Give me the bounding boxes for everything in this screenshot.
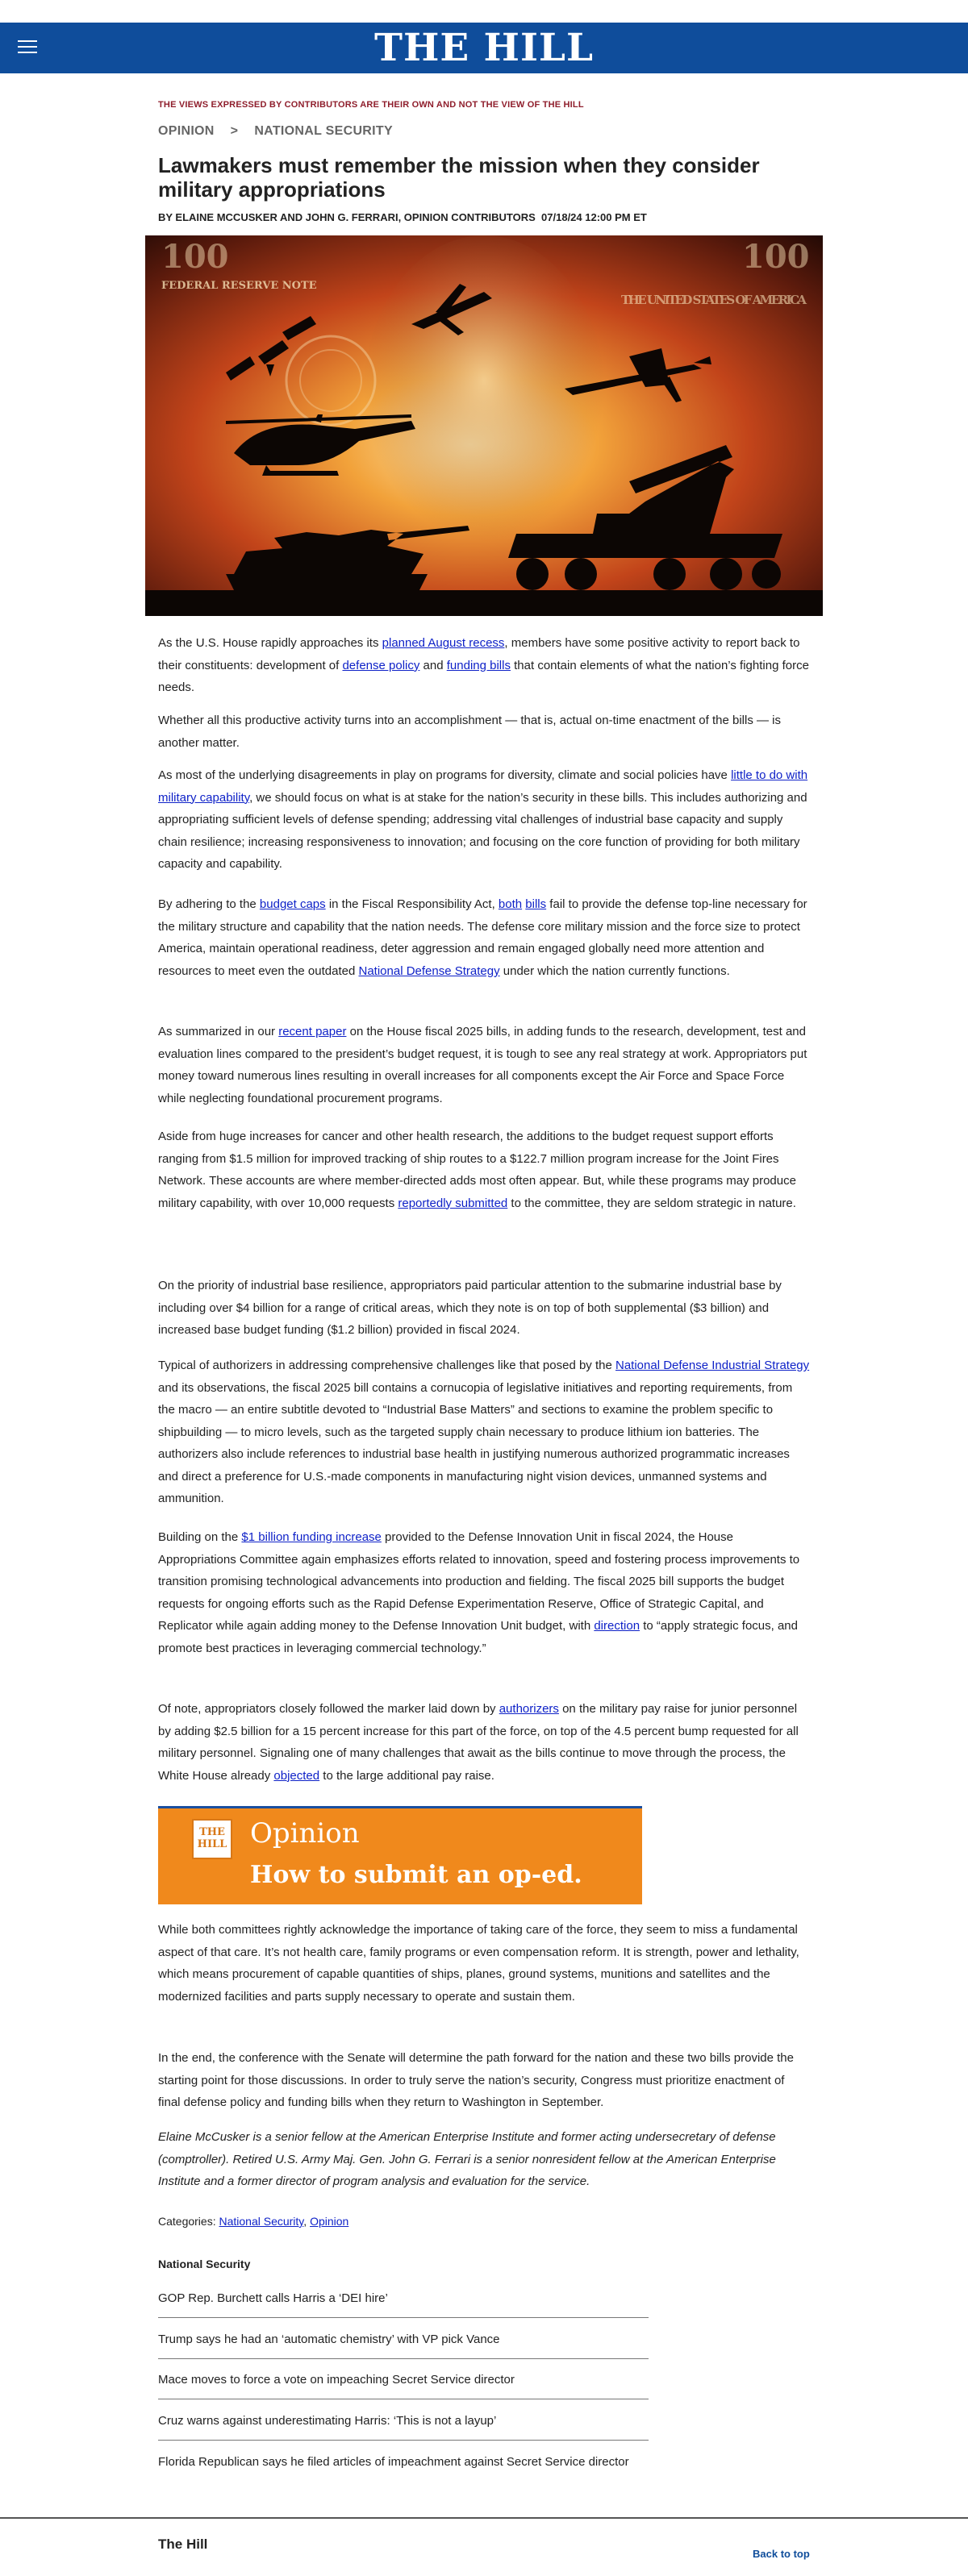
article-paragraph: Of note, appropriators closely followed the marker laid down by authorizers on the military pay raise for junior personnel by adding $2.5 billion for a 15 percent increase for this part of the force, on top of the 4.5 percent bump requested for all military personnel. Signaling one of many challenges that await as the bills continue to move through the process, the White House already objected to the large additional pay raise.	[158, 1702, 799, 1783]
related-story-link[interactable]: Cruz warns against underestimating Harris: ‘This is not a layup’	[158, 2414, 497, 2428]
inline-article-link[interactable]: both	[498, 897, 523, 911]
article-paragraph: Typical of authorizers in addressing comprehensive challenges like that posed by the National Defense Industrial Strategy and its observations, the fiscal 2025 bill contains a cornucopia of legislative initiatives and reporting requirements, from the macro — an entire subtitle devoted to “Industrial Base Matters” and sections to examine the problem specific to shipbuilding — to micro levels, such as the targeted supply chain necessary to produce lithium ion batteries. The authorizers also include references to industrial base health in justifying numerous authorized programmatic increases and direct a preference for U.S.-made components in manufacturing night vision devices, unmanned systems and ammunition.	[158, 1359, 810, 1505]
inline-article-link[interactable]: budget caps	[259, 897, 326, 911]
category-link-national-security[interactable]: National Security	[219, 2215, 304, 2228]
hero-image	[145, 235, 823, 616]
breadcrumb-national-security[interactable]: NATIONAL SECURITY	[254, 124, 393, 138]
contributor-disclaimer: THE VIEWS EXPRESSED BY CONTRIBUTORS ARE THEIR OWN AND NOT THE VIEW OF THE HILL	[158, 100, 584, 110]
related-story-link[interactable]: Trump says he had an ‘automatic chemistry’ with VP pick Vance	[158, 2333, 500, 2346]
breadcrumb-separator: >	[230, 124, 239, 138]
inline-article-link[interactable]: authorizers	[499, 1702, 559, 1716]
note-number-left: 100	[161, 238, 229, 276]
related-story-link[interactable]: Mace moves to force a vote on impeaching Secret Service director	[158, 2373, 515, 2387]
related-divider	[158, 2317, 649, 2318]
promo-section-word: Opinion	[250, 1817, 360, 1850]
related-divider	[158, 2358, 649, 2359]
article-paragraph: Building on the $1 billion funding increase provided to the Defense Innovation Unit in fiscal 2024, the House Appropriations Committee again emphasizes efforts related to innovation, speed and fostering process improvements to transition promising technological advancements into production and fielding. The fiscal 2025 bill supports the budget requests for ongoing efforts such as the Rapid Defense Experimentation Reserve, Office of Strategic Capital, and Replicator while again adding money to the Defense Innovation Unit budget, with direction to “apply strategic focus, and promote best practices in leveraging commercial technology.”	[158, 1530, 800, 1655]
inline-article-link[interactable]: reportedly submitted	[398, 1196, 508, 1210]
promo-logo-line2: HILL	[197, 1838, 227, 1850]
article-paragraph: On the priority of industrial base resilience, appropriators paid particular attention to the submarine industrial base by including over $4 billion for a range of critical areas, which they note is on top of both supplemental ($3 billion) and increased base budget funding ($1.2 billion) provided in fiscal 2024.	[158, 1279, 782, 1337]
inline-article-link[interactable]: direction	[594, 1619, 640, 1633]
author-names: BY ELAINE MCCUSKER AND JOHN G. FERRARI, OPINION CONTRIBUTORS	[158, 211, 536, 223]
inline-article-link[interactable]: defense policy	[342, 658, 420, 672]
promo-cta-text[interactable]: How to submit an op-ed.	[250, 1861, 582, 1889]
article-paragraph: In the end, the conference with the Senate will determine the path forward for the nation and these two bills provide the starting point for those discussions. In order to truly serve the nation’s security, Congress must prioritize enactment of final defense policy and funding bills when they return to Washington in September.	[158, 2051, 794, 2109]
promo-top-edge	[158, 1806, 642, 1808]
article-paragraph: Aside from huge increases for cancer and other health research, the additions to the budget request support efforts ranging from $1.5 million for improved tracking of ship routes to a $122.7 million program increase for the Joint Fires Network. These accounts are where member-directed adds most often appear. But, while these programs may produce military capability, with over 10,000 requests reportedly submitted to the committee, they are seldom strategic in nature.	[158, 1130, 796, 1210]
inline-article-link[interactable]: National Defense Strategy	[358, 963, 500, 978]
inline-article-link[interactable]: National Defense Industrial Strategy	[615, 1359, 810, 1372]
article-title: Lawmakers must remember the mission when they consider military appropriations	[158, 153, 760, 202]
inline-article-link[interactable]: little to do with military capability	[158, 768, 808, 805]
breadcrumb	[158, 124, 810, 139]
breadcrumb-opinion[interactable]: OPINION	[158, 124, 215, 138]
related-story-link[interactable]: GOP Rep. Burchett calls Harris a ‘DEI hire’	[158, 2291, 388, 2305]
article-paragraph: While both committees rightly acknowledge the importance of taking care of the force, they seem to miss a fundamental aspect of that care. It’s not health care, family programs or even compensation reform. It is strength, power and lethality, which means procurement of capable quantities of ships, planes, ground systems, munitions and satellites and the modernized facilities and parts supply necessary to operate and sustain them.	[158, 1923, 799, 2004]
article-paragraph: Whether all this productive activity turns into an accomplishment — that is, actual on-time enactment of the bills — is another matter.	[158, 714, 782, 750]
footer-divider	[0, 2517, 968, 2519]
category-link-opinion[interactable]: Opinion	[310, 2215, 349, 2228]
op-ed-promo-banner[interactable]	[158, 1806, 642, 1904]
footer-site-name[interactable]: The Hill	[158, 2536, 208, 2552]
related-section-heading: National Security	[158, 2258, 251, 2270]
article-paragraph: As most of the underlying disagreements in play on programs for diversity, climate and social policies have little to do with military capability, we should focus on what is at stake for the nation’s security in these bills. This includes authorizing and appropriating sufficient levels of defense spending; addressing vital challenges of industrial base capacity and supply chain resilience; increasing responsiveness to innovation; and focusing on the core function of providing for both military capacity and capability.	[158, 768, 808, 871]
inline-article-link[interactable]: $1 billion funding increase	[241, 1530, 382, 1544]
note-text-right: THE UNITED STATES OF AMERICA	[621, 293, 807, 307]
related-divider	[158, 2440, 649, 2441]
related-story-link[interactable]: Florida Republican says he filed articles of impeachment against Secret Service director	[158, 2455, 629, 2469]
back-to-top-link[interactable]: Back to top	[753, 2548, 810, 2560]
inline-article-link[interactable]: funding bills	[446, 658, 511, 672]
inline-article-link[interactable]: bills	[525, 897, 547, 911]
site-header	[0, 23, 968, 73]
promo-logo-line1: THE	[199, 1826, 225, 1838]
article-paragraph: By adhering to the budget caps in the Fiscal Responsibility Act, both bills fail to provide the defense top-line necessary for the military structure and capability that the nation needs. The defense core military mission and the force size to protect America, maintain operational readiness, deter aggression and remain engaged globally need more attention and resources to meet even the outdated National Defense Strategy under which the nation currently functions.	[158, 897, 807, 978]
article-paragraph: As summarized in our recent paper on the House fiscal 2025 bills, in adding funds to the research, development, test and evaluation lines compared to the president’s budget request, it is tough to see any real strategy at work. Appropriators put money toward numerous lines resulting in overall increases for all components except the Air Force and Space Force while neglecting foundational procurement programs.	[158, 1025, 807, 1105]
publish-timestamp: 07/18/24 12:00 PM ET	[541, 211, 647, 223]
promo-logo	[192, 1819, 232, 1859]
inline-article-link[interactable]: planned August recess	[382, 636, 505, 650]
inline-article-link[interactable]: recent paper	[278, 1025, 347, 1038]
author-bio: Elaine McCusker is a senior fellow at the American Enterprise Institute and former acting undersecretary of defense (comptroller). Retired U.S. Army Maj. Gen. John G. Ferrari is a senior nonresident fellow at the American Enterprise Institute and a former director of program analysis and evaluation for the service.	[158, 2130, 776, 2188]
categories: Categories: National Security, Opinion	[158, 2215, 349, 2228]
site-logo[interactable]: THE HILL	[373, 26, 595, 70]
hero-illustration	[145, 235, 823, 616]
note-text-top: FEDERAL RESERVE NOTE	[161, 280, 317, 292]
note-number-right: 100	[742, 238, 810, 276]
inline-article-link[interactable]: objected	[273, 1768, 320, 1783]
article-paragraph: As the U.S. House rapidly approaches its planned August recess, members have some positive activity to report back to their constituents: development of defense policy and funding bills that contain elements of what the nation’s fighting force needs.	[158, 636, 809, 694]
categories-label: Categories:	[158, 2215, 216, 2228]
byline	[158, 211, 810, 223]
